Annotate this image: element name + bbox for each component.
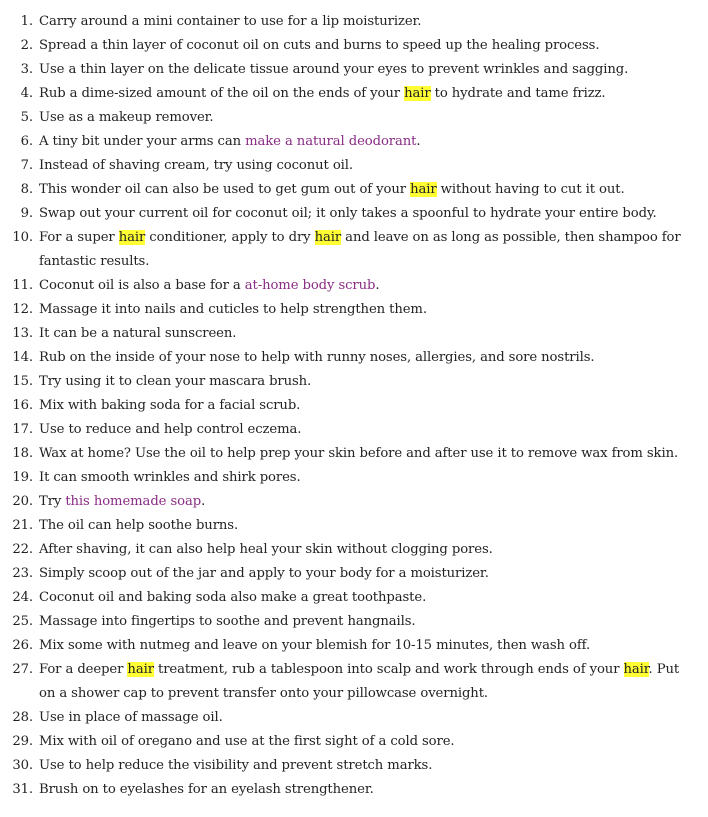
- list-item-text: and leave on as long as possible, then shampoo for fantastic results.: [39, 230, 681, 269]
- list-item-text: conditioner, apply to dry: [145, 230, 315, 245]
- list-item: [0, 778, 708, 802]
- list-item-text: Use to help reduce the visibility and prevent stretch marks.: [39, 758, 433, 773]
- list-item-number: 6.: [20, 134, 33, 149]
- list-item: [0, 370, 708, 394]
- list-item-number: 23.: [12, 566, 33, 581]
- list-item-number: 9.: [20, 206, 33, 221]
- list-item-number: 10.: [12, 230, 33, 245]
- list-item: [0, 706, 708, 730]
- list-item-number: 22.: [12, 542, 33, 557]
- highlighted-keyword: hair: [623, 662, 649, 677]
- list-item-text: It can smooth wrinkles and shirk pores.: [39, 470, 301, 485]
- list-item: [0, 34, 708, 58]
- list-item-number: 28.: [12, 710, 33, 725]
- list-item-number: 1.: [20, 14, 33, 29]
- list-item: [0, 562, 708, 586]
- list-item: [0, 154, 708, 178]
- list-item: [0, 490, 708, 514]
- list-item-number: 21.: [12, 518, 33, 533]
- list-item-text: without having to cut it out.: [436, 182, 625, 197]
- list-item: [0, 754, 708, 778]
- list-item-text: Use in place of massage oil.: [39, 710, 223, 725]
- list-item-text: A tiny bit under your arms can: [39, 134, 246, 149]
- inline-link[interactable]: at-home body scrub: [244, 278, 376, 293]
- inline-link[interactable]: make a natural deodorant: [245, 134, 417, 149]
- list-item-number: 24.: [12, 590, 33, 605]
- list-item-number: 14.: [12, 350, 33, 365]
- list-item-text: Use a thin layer on the delicate tissue around your eyes to prevent wrinkles and sagging.: [39, 62, 629, 77]
- list-item: [0, 466, 708, 490]
- list-item-number: 29.: [12, 734, 33, 749]
- list-item: [0, 10, 708, 34]
- list-item-text: Spread a thin layer of coconut oil on cuts and burns to speed up the healing process.: [39, 38, 600, 53]
- list-item-text: Massage it into nails and cuticles to help strengthen them.: [39, 302, 427, 317]
- list-item: [0, 130, 708, 154]
- list-item-text: For a deeper: [39, 662, 128, 677]
- list-item: [0, 610, 708, 634]
- list-item-number: 12.: [12, 302, 33, 317]
- list-item-number: 26.: [12, 638, 33, 653]
- list-item-text: Coconut oil and baking soda also make a great toothpaste.: [39, 590, 427, 605]
- list-item-number: 17.: [12, 422, 33, 437]
- list-item: [0, 346, 708, 370]
- list-item-text: After shaving, it can also help heal your skin without clogging pores.: [39, 542, 493, 557]
- list-item-text: .: [416, 134, 421, 149]
- list-item-number: 8.: [20, 182, 33, 197]
- list-item-text: . Put on a shower cap to prevent transfer onto your pillowcase overnight.: [39, 662, 680, 701]
- list-item-number: 4.: [20, 86, 33, 101]
- list-item-number: 20.: [12, 494, 33, 509]
- list-item-text: Coconut oil is also a base for a: [39, 278, 245, 293]
- list-item-number: 15.: [12, 374, 33, 389]
- list-item-number: 27.: [12, 662, 33, 677]
- list-item-number: 7.: [20, 158, 33, 173]
- highlighted-keyword: hair: [410, 182, 437, 197]
- list-item-number: 30.: [12, 758, 33, 773]
- list-item-number: 13.: [12, 326, 33, 341]
- list-item-number: 11.: [12, 278, 33, 293]
- list-item: [0, 106, 708, 130]
- list-item-text: Massage into fingertips to soothe and prevent hangnails.: [39, 614, 416, 629]
- list-item-number: 31.: [12, 782, 33, 797]
- list-item: [0, 634, 708, 658]
- list-item-text: to hydrate and tame frizz.: [430, 86, 606, 101]
- list-item-text: Wax at home? Use the oil to help prep your skin before and after use it to remove wax from skin.: [39, 446, 679, 461]
- list-item-number: 5.: [20, 110, 33, 125]
- list-item: [0, 418, 708, 442]
- list-item-text: Rub on the inside of your nose to help with runny noses, allergies, and sore nostrils.: [39, 350, 595, 365]
- list-item-number: 2.: [20, 38, 33, 53]
- list-item: [0, 658, 708, 706]
- list-item-number: 19.: [12, 470, 33, 485]
- list-item-text: Use as a makeup remover.: [39, 110, 214, 125]
- list-item-text: Mix with oil of oregano and use at the first sight of a cold sore.: [39, 734, 455, 749]
- list-item: [0, 82, 708, 106]
- list-item-text: .: [201, 494, 206, 509]
- list-item-number: 16.: [12, 398, 33, 413]
- list-item: [0, 442, 708, 466]
- list-item: [0, 586, 708, 610]
- list-item-text: Instead of shaving cream, try using coconut oil.: [39, 158, 353, 173]
- highlighted-keyword: hair: [127, 662, 154, 677]
- list-item-number: 25.: [12, 614, 33, 629]
- highlighted-keyword: hair: [314, 230, 342, 245]
- list-item: [0, 226, 708, 274]
- list-item-text: Simply scoop out of the jar and apply to your body for a moisturizer.: [39, 566, 489, 581]
- list-item-text: Mix some with nutmeg and leave on your blemish for 10-15 minutes, then wash off.: [39, 638, 591, 653]
- list-item-text: Try using it to clean your mascara brush.: [39, 374, 312, 389]
- list-item-text: This wonder oil can also be used to get gum out of your: [39, 182, 411, 197]
- list-item: [0, 394, 708, 418]
- list-item: [0, 178, 708, 202]
- highlighted-keyword: hair: [118, 230, 146, 245]
- list-item-text: The oil can help soothe burns.: [39, 518, 239, 533]
- list-item-text: Brush on to eyelashes for an eyelash strengthener.: [39, 782, 374, 797]
- highlighted-keyword: hair: [404, 86, 431, 101]
- list-item-text: For a super: [39, 230, 119, 245]
- list-item-text: Try: [39, 494, 66, 509]
- inline-link[interactable]: this homemade soap: [65, 494, 202, 509]
- list-item-text: Rub a dime-sized amount of the oil on the ends of your: [39, 86, 405, 101]
- list-item: [0, 298, 708, 322]
- coconut-oil-uses-list: [0, 10, 708, 802]
- list-item-text: .: [375, 278, 380, 293]
- list-item-text: It can be a natural sunscreen.: [39, 326, 237, 341]
- list-item-number: 3.: [20, 62, 33, 77]
- list-item-text: Mix with baking soda for a facial scrub.: [39, 398, 301, 413]
- list-item-text: treatment, rub a tablespoon into scalp and work through ends of your: [153, 662, 624, 677]
- list-item: [0, 274, 708, 298]
- list-item: [0, 730, 708, 754]
- list-item-number: 18.: [12, 446, 33, 461]
- list-item-text: Carry around a mini container to use for a lip moisturizer.: [39, 14, 422, 29]
- list-item: [0, 58, 708, 82]
- list-item-text: Use to reduce and help control eczema.: [39, 422, 302, 437]
- list-item: [0, 538, 708, 562]
- list-item: [0, 202, 708, 226]
- list-item-text: Swap out your current oil for coconut oil; it only takes a spoonful to hydrate your entire body.: [39, 206, 657, 221]
- list-item: [0, 514, 708, 538]
- list-item: [0, 322, 708, 346]
